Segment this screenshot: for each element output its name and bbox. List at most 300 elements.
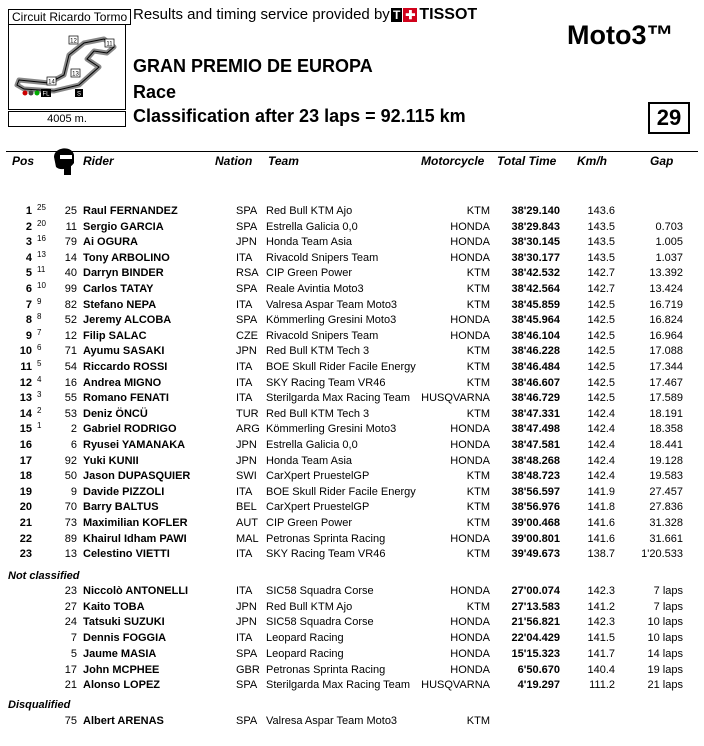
cell-speed: 141.8 xyxy=(587,501,615,514)
cell-pos: 16 xyxy=(19,439,32,451)
cell-pos: 17 xyxy=(19,454,32,467)
col-team: Team xyxy=(268,154,299,168)
cell-speed: 142.7 xyxy=(587,283,615,295)
cell-moto: HONDA xyxy=(450,329,490,342)
cell-team: BOE Skull Rider Facile Energy xyxy=(266,361,416,373)
cell-team: Red Bull KTM Tech 3 xyxy=(266,345,370,358)
cell-moto: KTM xyxy=(466,205,490,217)
cell-nat: JPN xyxy=(236,600,257,613)
col-motorcycle: Motorcycle xyxy=(421,154,485,168)
cell-nat: JPN xyxy=(236,345,257,358)
cell-rider: Raul FERNANDEZ xyxy=(83,205,178,217)
cell-nat: SPA xyxy=(236,679,258,692)
cell-num: 14 xyxy=(64,251,77,264)
cell-team: Red Bull KTM Ajo xyxy=(266,205,353,217)
cell-gap: 14 laps xyxy=(647,647,683,660)
cell-gap: 10 laps xyxy=(647,616,683,629)
cell-num: 52 xyxy=(64,314,77,327)
track-label: FL xyxy=(42,91,50,98)
cell-rider: Jeremy ALCOBA xyxy=(83,314,172,327)
cell-speed: 141.2 xyxy=(587,600,615,613)
cell-pts: 6 xyxy=(37,343,42,353)
track-label: 11 xyxy=(106,41,113,48)
cell-pos: 11 xyxy=(20,361,32,373)
tissot-logo-text: TISSOT xyxy=(419,6,478,23)
cell-nat: ITA xyxy=(236,485,253,498)
cell-nat: SPA xyxy=(236,314,258,327)
cell-rider: Niccolò ANTONELLI xyxy=(83,585,189,597)
cell-moto: HONDA xyxy=(450,663,490,676)
cell-gap: 10 laps xyxy=(647,632,683,645)
cell-moto: HONDA xyxy=(450,251,490,264)
cell-num: 7 xyxy=(70,632,77,645)
cell-pts: 7 xyxy=(37,327,42,337)
table-row xyxy=(0,616,704,631)
cell-speed: 142.4 xyxy=(587,454,615,467)
cell-time: 27'00.074 xyxy=(511,585,560,597)
cell-pts: 4 xyxy=(37,374,42,384)
cell-moto: KTM xyxy=(466,361,490,373)
tissot-logo xyxy=(391,6,477,24)
cell-moto: KTM xyxy=(466,501,490,514)
cell-team: Honda Team Asia xyxy=(266,236,353,249)
helmet-icon xyxy=(50,143,78,182)
session-title: Race xyxy=(133,82,177,102)
cell-gap: 1'20.533 xyxy=(641,548,683,561)
cell-moto: HONDA xyxy=(450,236,490,249)
cell-moto: HONDA xyxy=(450,647,490,660)
cell-num: 70 xyxy=(64,501,77,514)
cell-num: 75 xyxy=(64,715,77,727)
cell-gap: 31.661 xyxy=(649,532,683,545)
cell-gap: 21 laps xyxy=(647,679,683,692)
track-map xyxy=(8,24,126,110)
cell-speed: 142.3 xyxy=(587,616,615,629)
table-row xyxy=(0,679,704,694)
table-row xyxy=(0,632,704,647)
cell-rider: Yuki KUNII xyxy=(83,454,139,467)
cell-nat: SWI xyxy=(236,470,257,483)
cell-speed: 141.5 xyxy=(587,632,615,645)
cell-team: Leopard Racing xyxy=(266,647,344,660)
cell-speed: 143.5 xyxy=(587,236,615,249)
cell-gap: 1.037 xyxy=(655,251,683,264)
col-pos: Pos xyxy=(12,154,35,168)
cell-num: 89 xyxy=(64,532,77,545)
cell-nat: SPA xyxy=(236,205,258,217)
cell-num: 71 xyxy=(64,345,77,358)
cell-rider: Davide PIZZOLI xyxy=(83,485,165,498)
cell-gap: 17.467 xyxy=(649,376,683,389)
cell-num: 25 xyxy=(64,205,77,217)
cell-pos: 2 xyxy=(25,220,32,233)
cell-gap: 17.088 xyxy=(649,345,683,358)
cell-speed: 143.5 xyxy=(587,220,615,233)
cell-speed: 142.4 xyxy=(587,470,615,483)
cell-speed: 142.5 xyxy=(587,376,615,389)
cell-time: 39'49.673 xyxy=(511,548,560,561)
cell-pos: 19 xyxy=(19,485,32,498)
cell-pts: 25 xyxy=(37,203,46,212)
cell-moto: KTM xyxy=(466,548,490,561)
cell-pos: 1 xyxy=(25,205,32,217)
tissot-t-mark: T xyxy=(393,8,401,22)
cell-team: Reale Avintia Moto3 xyxy=(266,283,364,295)
cell-gap: 1.005 xyxy=(655,236,683,249)
cell-rider: Jason DUPASQUIER xyxy=(83,470,191,483)
cell-speed: 142.5 xyxy=(587,361,615,373)
cell-moto: HUSQVARNA xyxy=(421,679,490,692)
cell-speed: 142.3 xyxy=(587,585,615,597)
cell-num: 11 xyxy=(65,220,77,233)
cell-time: 38'46.228 xyxy=(511,345,560,358)
cell-moto: HUSQVARNA xyxy=(421,392,490,405)
table-row xyxy=(0,648,704,663)
cell-nat: ITA xyxy=(236,548,253,561)
cell-team: Petronas Sprinta Racing xyxy=(266,532,386,545)
table-row xyxy=(0,405,704,423)
cell-num: 79 xyxy=(64,236,77,249)
table-row xyxy=(0,439,704,454)
cell-pts: 11 xyxy=(37,265,46,275)
cell-pts: 16 xyxy=(37,234,46,244)
cell-rider: Kaito TOBA xyxy=(83,600,145,613)
cell-speed: 141.7 xyxy=(587,647,615,660)
cell-nat: ARG xyxy=(236,423,260,436)
table-row xyxy=(0,236,704,251)
cell-speed: 143.5 xyxy=(587,251,615,264)
cell-rider: Sergio GARCIA xyxy=(83,220,164,233)
cell-gap: 7 laps xyxy=(653,600,683,613)
cell-nat: JPN xyxy=(236,454,257,467)
cell-time: 39'00.468 xyxy=(511,517,560,529)
cell-gap: 19 laps xyxy=(647,663,683,676)
cell-pos: 14 xyxy=(19,407,32,420)
cell-time: 38'56.597 xyxy=(511,485,560,498)
table-row xyxy=(0,267,704,282)
cell-rider: Maximilian KOFLER xyxy=(83,517,188,529)
table-row xyxy=(0,374,704,392)
table-row xyxy=(0,486,704,501)
cell-gap: 7 laps xyxy=(653,585,683,597)
cell-team: Estrella Galicia 0,0 xyxy=(266,439,358,451)
cell-time: 38'46.104 xyxy=(511,329,560,342)
cell-team: CIP Green Power xyxy=(266,267,353,280)
cell-time: 6'50.670 xyxy=(517,663,560,676)
cell-pos: 12 xyxy=(19,376,32,389)
table-row xyxy=(0,470,704,485)
cell-rider: Romano FENATI xyxy=(83,392,169,405)
table-row xyxy=(0,283,704,298)
cell-rider: Carlos TATAY xyxy=(83,283,154,295)
table-row xyxy=(0,314,704,329)
cell-num: 16 xyxy=(64,376,77,389)
cell-num: 23 xyxy=(64,585,77,597)
swiss-cross-icon: ✚ xyxy=(405,8,416,22)
cell-num: 54 xyxy=(64,361,77,373)
cell-pos: 4 xyxy=(25,251,32,264)
col-rider: Rider xyxy=(83,154,114,168)
cell-team: Kömmerling Gresini Moto3 xyxy=(266,314,397,327)
cell-pos: 7 xyxy=(25,298,32,311)
cell-team: Estrella Galicia 0,0 xyxy=(266,220,358,233)
table-row xyxy=(0,517,704,532)
track-label: 12 xyxy=(70,38,77,45)
classification-subtitle: Classification after 23 laps = 92.115 km xyxy=(133,106,466,126)
table-row xyxy=(0,585,704,600)
cell-num: 53 xyxy=(64,407,77,420)
circuit-length: 4005 m. xyxy=(8,111,126,127)
cell-nat: AUT xyxy=(236,517,258,529)
table-row xyxy=(0,249,704,267)
cell-gap: 13.424 xyxy=(649,283,683,295)
table-row xyxy=(0,296,704,314)
cell-speed: 141.9 xyxy=(587,485,615,498)
circuit-name: Circuit Ricardo Tormo xyxy=(8,9,131,25)
cell-num: 17 xyxy=(64,663,77,676)
cell-rider: Stefano NEPA xyxy=(83,298,157,311)
cell-rider: Ai OGURA xyxy=(83,236,138,249)
cell-team: Rivacold Snipers Team xyxy=(266,251,379,264)
cell-time: 38'47.581 xyxy=(511,439,560,451)
event-title: GRAN PREMIO DE EUROPA xyxy=(133,56,373,76)
cell-nat: ITA xyxy=(236,298,253,311)
cell-rider: Deniz ÖNCÜ xyxy=(83,407,148,420)
cell-pos: 13 xyxy=(19,392,32,405)
col-gap: Gap xyxy=(650,154,674,168)
cell-team: Sterilgarda Max Racing Team xyxy=(266,392,411,405)
cell-moto: KTM xyxy=(466,407,490,420)
cell-num: 55 xyxy=(64,392,77,405)
cell-speed: 138.7 xyxy=(587,548,615,561)
cell-pts: 2 xyxy=(37,405,42,415)
cell-team: SKY Racing Team VR46 xyxy=(266,548,386,561)
cell-moto: HONDA xyxy=(450,532,490,545)
cell-speed: 142.5 xyxy=(587,314,615,327)
cell-team: Sterilgarda Max Racing Team xyxy=(266,679,411,692)
cell-num: 21 xyxy=(64,679,77,692)
table-row xyxy=(0,205,704,220)
table-row xyxy=(0,455,704,470)
page-number: 29 xyxy=(648,102,690,134)
cell-pts: 8 xyxy=(37,312,42,322)
header-divider xyxy=(6,151,698,152)
cell-pos: 22 xyxy=(19,532,32,545)
cell-moto: HONDA xyxy=(450,423,490,436)
table-row xyxy=(0,501,704,516)
cell-num: 24 xyxy=(64,616,77,629)
cell-speed: 142.4 xyxy=(587,423,615,436)
cell-team: CIP Green Power xyxy=(266,517,353,529)
cell-pos: 20 xyxy=(19,501,32,514)
cell-rider: Dennis FOGGIA xyxy=(83,632,167,645)
cell-nat: SPA xyxy=(236,715,258,727)
cell-pos: 3 xyxy=(25,236,32,249)
cell-speed: 111.2 xyxy=(589,679,615,692)
cell-moto: KTM xyxy=(466,485,490,498)
cell-team: CarXpert PruestelGP xyxy=(266,501,370,514)
cell-nat: SPA xyxy=(236,220,258,233)
cell-nat: JPN xyxy=(236,616,257,629)
cell-nat: GBR xyxy=(236,663,260,676)
cell-time: 38'46.729 xyxy=(511,392,560,405)
cell-rider: Andrea MIGNO xyxy=(83,376,162,389)
cell-pts: 13 xyxy=(37,249,46,259)
cell-pos: 5 xyxy=(25,267,32,280)
cell-time: 4'19.297 xyxy=(517,679,560,692)
table-row xyxy=(0,715,704,730)
cell-rider: Riccardo ROSSI xyxy=(83,361,168,373)
cell-nat: SPA xyxy=(236,283,258,295)
cell-time: 38'45.964 xyxy=(511,314,560,327)
cell-nat: TUR xyxy=(236,407,259,420)
cell-speed: 141.6 xyxy=(587,517,615,529)
cell-pos: 8 xyxy=(25,314,32,327)
cell-nat: ITA xyxy=(236,251,253,264)
cell-moto: HONDA xyxy=(450,220,490,233)
cell-pts: 1 xyxy=(37,421,42,431)
table-row xyxy=(0,664,704,679)
cell-rider: Alonso LOPEZ xyxy=(83,679,160,692)
cell-rider: Ayumu SASAKI xyxy=(83,345,165,358)
cell-team: Red Bull KTM Ajo xyxy=(266,600,353,613)
cell-time: 15'15.323 xyxy=(511,647,560,660)
table-row xyxy=(0,392,704,407)
cell-gap: 18.441 xyxy=(649,439,683,451)
col-total-time: Total Time xyxy=(497,154,557,168)
cell-pts: 3 xyxy=(37,390,42,400)
cell-rider: Celestino VIETTI xyxy=(83,548,170,561)
cell-num: 50 xyxy=(64,470,77,483)
cell-team: Kömmerling Gresini Moto3 xyxy=(266,423,397,436)
cell-moto: KTM xyxy=(466,267,490,280)
cell-team: Valresa Aspar Team Moto3 xyxy=(266,715,398,727)
cell-gap: 16.964 xyxy=(649,329,683,342)
table-row xyxy=(0,423,704,438)
cell-num: 5 xyxy=(70,647,77,660)
cell-pos: 23 xyxy=(19,548,32,561)
cell-time: 38'42.532 xyxy=(511,267,560,280)
cell-speed: 140.4 xyxy=(587,663,615,676)
cell-rider: Gabriel RODRIGO xyxy=(83,423,177,436)
cell-moto: HONDA xyxy=(450,632,490,645)
cell-nat: ITA xyxy=(236,585,253,597)
cell-time: 38'47.498 xyxy=(511,423,560,436)
cell-moto: HONDA xyxy=(450,314,490,327)
cell-time: 38'48.268 xyxy=(511,454,560,467)
cell-time: 39'00.801 xyxy=(511,532,560,545)
cell-moto: KTM xyxy=(466,376,490,389)
cell-speed: 142.5 xyxy=(587,298,615,311)
cell-team: SIC58 Squadra Corse xyxy=(266,585,374,597)
cell-team: Rivacold Snipers Team xyxy=(266,329,379,342)
table-row xyxy=(0,345,704,360)
cell-pos: 18 xyxy=(19,470,32,483)
cell-gap: 18.191 xyxy=(649,407,683,420)
cell-pts: 10 xyxy=(37,281,46,290)
cell-moto: KTM xyxy=(466,517,490,529)
cell-speed: 142.4 xyxy=(587,439,615,451)
col-nation: Nation xyxy=(215,154,253,168)
col-speed: Km/h xyxy=(577,154,607,168)
cell-pos: 15 xyxy=(19,423,32,436)
cell-num: 82 xyxy=(64,298,77,311)
cell-rider: Barry BALTUS xyxy=(83,501,159,514)
cell-moto: KTM xyxy=(466,600,490,613)
timing-provider-text: Results and timing service provided by xyxy=(133,6,390,23)
cell-speed: 141.6 xyxy=(587,532,615,545)
cell-pts: 9 xyxy=(37,296,42,306)
cell-nat: CZE xyxy=(236,329,258,342)
cell-num: 13 xyxy=(64,548,77,561)
cell-nat: ITA xyxy=(236,392,253,405)
cell-gap: 19.128 xyxy=(649,454,683,467)
cell-rider: Filip SALAC xyxy=(83,329,147,342)
cell-time: 38'29.843 xyxy=(511,220,560,233)
cell-team: BOE Skull Rider Facile Energy xyxy=(266,485,416,498)
cell-time: 38'30.145 xyxy=(511,236,560,249)
cell-time: 22'04.429 xyxy=(511,632,560,645)
cell-rider: John MCPHEE xyxy=(83,663,160,676)
cell-moto: KTM xyxy=(466,345,490,358)
cell-rider: Darryn BINDER xyxy=(83,267,164,280)
cell-team: Valresa Aspar Team Moto3 xyxy=(266,298,398,311)
cell-num: 73 xyxy=(64,517,77,529)
cell-gap: 17.589 xyxy=(649,392,683,405)
cell-gap: 16.824 xyxy=(649,314,683,327)
track-label: S xyxy=(76,91,82,98)
cell-moto: KTM xyxy=(466,470,490,483)
cell-gap: 19.583 xyxy=(649,470,683,483)
cell-gap: 18.358 xyxy=(649,423,683,436)
cell-speed: 142.5 xyxy=(587,329,615,342)
cell-nat: RSA xyxy=(236,267,259,280)
table-row xyxy=(0,218,704,236)
track-label: 14 xyxy=(48,79,55,86)
track-map-icon xyxy=(9,25,125,109)
cell-team: Honda Team Asia xyxy=(266,454,353,467)
cell-team: CarXpert PruestelGP xyxy=(266,470,370,483)
cell-pos: 21 xyxy=(19,517,32,529)
cell-time: 38'29.140 xyxy=(511,205,560,217)
cell-time: 38'42.564 xyxy=(511,283,560,295)
cell-nat: JPN xyxy=(236,439,257,451)
cell-moto: KTM xyxy=(466,715,490,727)
cell-time: 38'45.859 xyxy=(511,298,560,311)
cell-moto: KTM xyxy=(466,283,490,295)
cell-time: 38'56.976 xyxy=(511,501,560,514)
cell-time: 38'47.331 xyxy=(511,407,560,420)
class-title: Moto3™ xyxy=(567,20,674,50)
cell-gap: 0.703 xyxy=(655,220,683,233)
cell-nat: MAL xyxy=(236,532,259,545)
cell-time: 21'56.821 xyxy=(511,616,560,629)
cell-pts: 5 xyxy=(37,359,42,368)
track-label: 13 xyxy=(72,71,79,78)
cell-time: 38'48.723 xyxy=(511,470,560,483)
cell-num: 40 xyxy=(64,267,77,280)
table-row xyxy=(0,327,704,345)
cell-speed: 142.4 xyxy=(587,407,615,420)
cell-time: 27'13.583 xyxy=(511,600,560,613)
cell-pos: 9 xyxy=(25,329,32,342)
cell-nat: BEL xyxy=(236,501,257,514)
cell-rider: Tony ARBOLINO xyxy=(83,251,170,264)
cell-speed: 142.5 xyxy=(587,345,615,358)
cell-team: Leopard Racing xyxy=(266,632,344,645)
cell-pos: 10 xyxy=(19,345,32,358)
section-label: Not classified xyxy=(8,570,80,582)
